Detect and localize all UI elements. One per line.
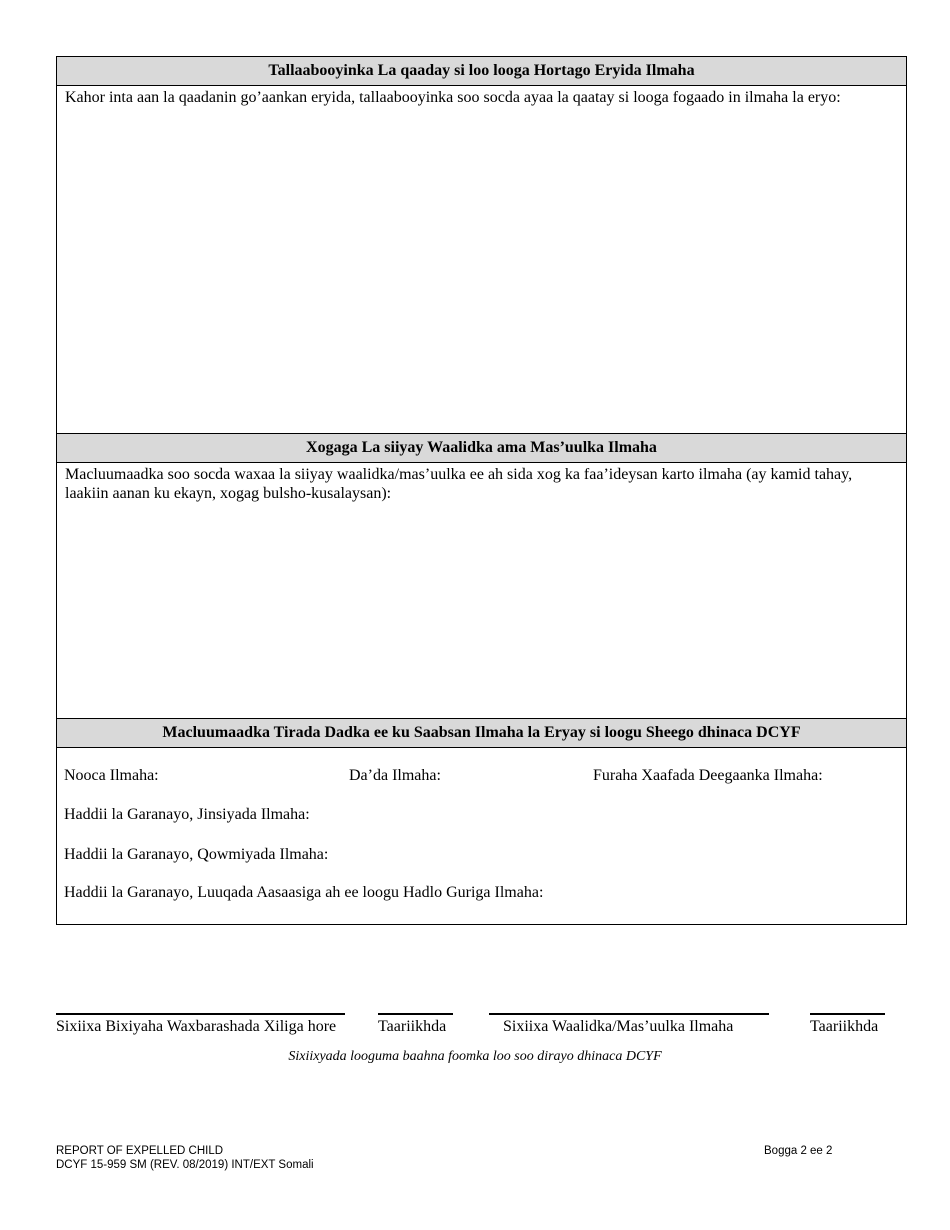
child-language-label: Haddii la Garanayo, Luuqada Aasaasiga ah ee loogu Hadlo Guriga Ilmaha: bbox=[64, 884, 544, 901]
parent-notice-section bbox=[56, 433, 907, 719]
prevention-steps-title: Tallaabooyinka La qaaday si loo looga Hortago Eryida Ilmaha bbox=[57, 57, 906, 86]
parent-date-label: Taariikhda bbox=[810, 1018, 879, 1035]
page-number: Bogga 2 ee 2 bbox=[764, 1145, 833, 1157]
form-number: DCYF 15-959 SM (REV. 08/2019) INT/EXT Somali bbox=[56, 1159, 314, 1171]
parent-signature-label: Sixiixa Waalidka/Mas’uulka Ilmaha bbox=[503, 1018, 734, 1035]
parent-date-line bbox=[810, 1013, 885, 1015]
form-title: REPORT OF EXPELLED CHILD bbox=[56, 1145, 224, 1157]
child-ethnicity-label: Haddii la Garanayo, Qowmiyada Ilmaha: bbox=[64, 846, 329, 863]
provider-date-label: Taariikhda bbox=[378, 1018, 447, 1035]
provider-date-line bbox=[378, 1013, 453, 1015]
parent-notice-title: Xogaga La siiyay Waalidka ama Mas’uulka Ilmaha bbox=[57, 434, 906, 463]
parent-notice-prompt: Macluumaadka soo socda waxaa la siiyay waalidka/mas’uulka ee ah sida xog ka faa’ideysan karto ilmaha (ay kamid tahay, laakiin aanan ku ekayn, xogag bulsho-kusalaysan): bbox=[65, 466, 853, 502]
signature-note: Sixiixyada looguma baahna foomka loo soo dirayo dhinaca DCYF bbox=[288, 1049, 662, 1064]
demographics-title: Macluumaadka Tirada Dadka ee ku Saabsan Ilmaha la Eryay si loogu Sheego dhinaca DCYF bbox=[57, 719, 906, 748]
parent-signature-line bbox=[489, 1013, 769, 1015]
provider-signature-label: Sixiixa Bixiyaha Waxbarashada Xiliga hore bbox=[56, 1018, 337, 1035]
child-age-label: Da’da Ilmaha: bbox=[349, 767, 441, 784]
prevention-steps-prompt: Kahor inta aan la qaadanin go’aankan eryida, tallaabooyinka soo socda ayaa la qaatay si looga fogaado in ilmaha la eryo: bbox=[65, 89, 841, 106]
child-gender-label: Haddii la Garanayo, Jinsiyada Ilmaha: bbox=[64, 806, 310, 823]
prevention-steps-section bbox=[56, 56, 907, 434]
provider-signature-line bbox=[56, 1013, 345, 1015]
zip-code-label: Furaha Xaafada Deegaanka Ilmaha: bbox=[593, 767, 823, 784]
child-type-label: Nooca Ilmaha: bbox=[64, 767, 159, 784]
